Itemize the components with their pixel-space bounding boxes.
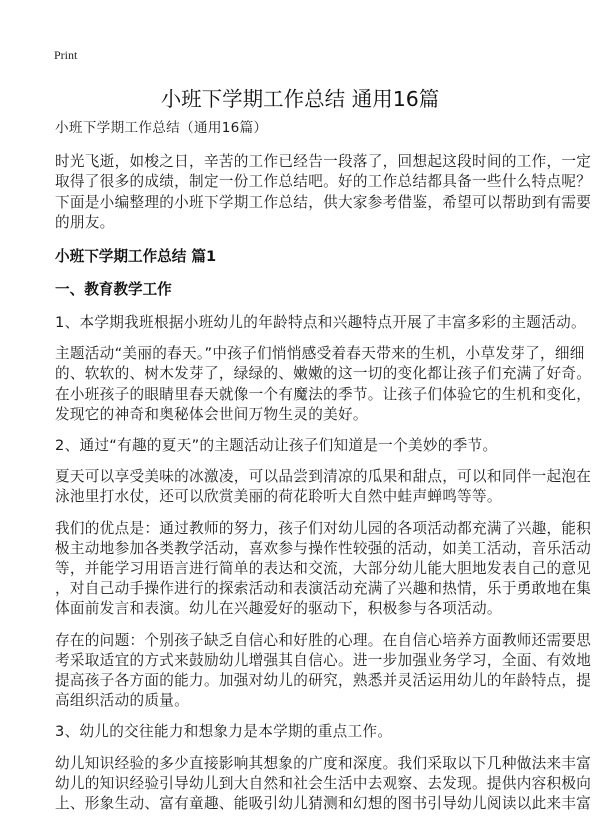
document-body xyxy=(55,118,592,825)
text-line: 提高孩子各方面的能力。加强对幼儿的研究，熟悉并灵活运用幼儿的年龄特点，提 xyxy=(55,672,592,690)
text-line: 时光飞逝，如梭之日，辛苦的工作已经告一段落了，回想起这段时间的工作，一定 xyxy=(55,153,592,171)
paragraph-5 xyxy=(55,519,592,620)
paragraph-6 xyxy=(55,631,592,712)
text-line: 幼儿知识经验的多少直接影响其想象的广度和深度。我们采取以下几种做法来丰富 xyxy=(55,754,592,772)
section-heading: 小班下学期工作总结 篇1 xyxy=(55,248,217,266)
text-line: 在小班孩子的眼睛里春天就像一个有魔法的季节。让孩子们体验它的生机和变化， xyxy=(55,385,592,403)
text-line: 考采取适宜的方式来鼓励幼儿增强其自信心。进一步加强业务学习，全面、有效地 xyxy=(55,651,592,669)
paragraph-1 xyxy=(55,313,586,333)
text-line: 我们的优点是：通过教师的努力，孩子们对幼儿园的各项活动都充满了兴趣，能积 xyxy=(55,519,592,537)
subsection-heading: 一、教育教学工作 xyxy=(55,281,172,299)
text-line: 下面是小编整理的小班下学期工作总结，供大家参考借鉴，希望可以帮助到有需要 xyxy=(55,193,592,211)
paragraph-3 xyxy=(55,436,549,456)
text-line: 体面前发言和表演。幼儿在兴趣爱好的驱动下，积极参与各项活动。 xyxy=(55,600,502,618)
text-line: 3、幼儿的交往能力和想象力是本学期的重点工作。 xyxy=(55,723,393,741)
text-line: 1、本学期我班根据小班幼儿的年龄特点和兴趣特点开展了丰富多彩的主题活动。 xyxy=(55,314,586,332)
text-line: 等，并能学习用语言进行简单的表达和交流，大部分幼儿能大胆地发表自己的意见 xyxy=(55,560,592,578)
text-line: 高组织活动的质量。 xyxy=(55,692,190,710)
print-label: Print xyxy=(54,48,78,62)
text-line: 上、形象生动、富有童趣、能吸引幼儿猜测和幻想的图书引导幼儿阅读以此来丰富 xyxy=(55,795,592,813)
paragraph-4 xyxy=(55,467,592,507)
text-line: 发现它的神奇和奥秘体会世间万物生灵的美好。 xyxy=(55,405,368,423)
document-subtitle: 小班下学期工作总结（通用16篇） xyxy=(55,120,268,136)
text-line: 2、通过“有趣的夏天”的主题活动让孩子们知道是一个美妙的季节。 xyxy=(55,437,498,455)
text-line: 的朋友。 xyxy=(55,213,115,231)
paragraph-2 xyxy=(55,344,592,425)
intro-paragraph xyxy=(55,152,592,233)
text-line: 的、软软的、树木发芽了，绿绿的、嫩嫩的这一切的变化都让孩子们充满了好奇。 xyxy=(55,365,592,383)
text-line: ，对自己动手操作进行的探索活动和表演活动充满了兴趣和热情，乐于勇敢地在集 xyxy=(55,580,592,598)
text-line: 存在的问题：个别孩子缺乏自信心和好胜的心理。在自信心培养方面教师还需要思 xyxy=(55,631,592,649)
text-line: 主题活动“美丽的春天。”中孩子们悄悄感受着春天带来的生机，小草发芽了，细细 xyxy=(55,345,585,363)
paragraph-8 xyxy=(55,754,592,815)
document-title: 小班下学期工作总结 通用16篇 xyxy=(160,87,440,111)
paragraph-7 xyxy=(55,722,549,742)
text-line: 取得了很多的成绩，制定一份工作总结吧。好的工作总结都具备一些什么特点呢？ xyxy=(55,173,592,191)
text-line: 夏天可以享受美味的冰激凌，可以品尝到清凉的瓜果和甜点，可以和同伴一起泡在 xyxy=(55,468,592,486)
text-line: 极主动地参加各类教学活动，喜欢参与操作性较强的活动，如美工活动，音乐活动 xyxy=(55,539,592,557)
text-line: 泳池里打水仗，还可以欣赏美丽的荷花聆听大自然中蛙声蝉鸣等等。 xyxy=(55,488,502,506)
text-line: 幼儿的知识经验引导幼儿到大自然和社会生活中去观察、去发现。提供内容积极向 xyxy=(55,774,592,792)
